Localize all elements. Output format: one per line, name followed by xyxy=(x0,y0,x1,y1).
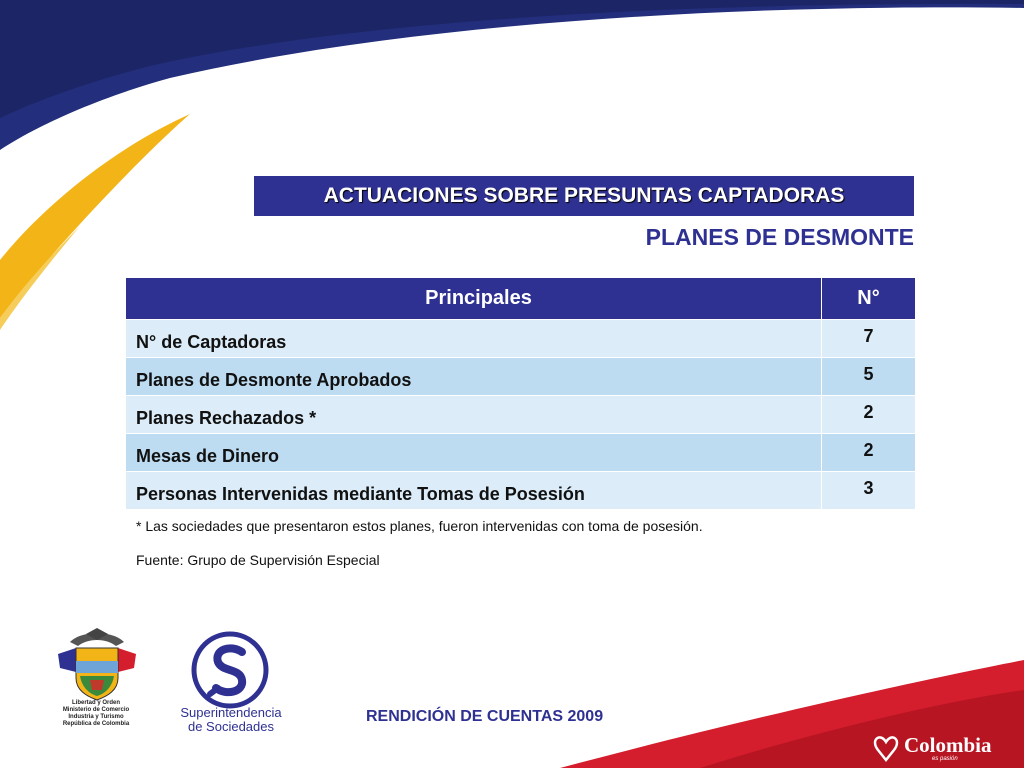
row-value: 2 xyxy=(821,396,915,433)
row-label: N° de Captadoras xyxy=(136,332,287,352)
row-label: Planes Rechazados * xyxy=(136,408,317,428)
row-value: 2 xyxy=(821,434,915,471)
row-label: Mesas de Dinero xyxy=(136,446,280,466)
ministry-line: Industria y Turismo xyxy=(68,714,124,720)
superintendencia-logo-icon xyxy=(190,630,270,710)
header-principales: Principales xyxy=(425,287,532,309)
colombia-brand: Colombia xyxy=(904,733,992,757)
slide-title: ACTUACIONES SOBRE PRESUNTAS CAPTADORAS xyxy=(254,176,914,216)
ministry-caption xyxy=(46,700,146,728)
ministry-line: Ministerio de Comercio xyxy=(62,707,130,713)
table-row xyxy=(126,319,915,357)
ss-line: de Sociedades xyxy=(187,719,274,734)
row-value: 5 xyxy=(821,358,915,395)
slide-subtitle: PLANES DE DESMONTE xyxy=(645,224,914,250)
footnote: * Las sociedades que presentaron estos planes, fueron intervenidas con toma de posesión. xyxy=(136,518,703,534)
row-label: Personas Intervenidas mediante Tomas de Posesión xyxy=(136,484,585,504)
row-value: 3 xyxy=(821,472,915,509)
header-numero: N° xyxy=(821,278,915,319)
ss-line: Superintendencia xyxy=(180,705,282,720)
table-row xyxy=(126,471,915,509)
table-row xyxy=(126,433,915,471)
table-row xyxy=(126,395,915,433)
ministry-line: República de Colombia xyxy=(62,721,130,727)
blue-swoosh-dark xyxy=(0,0,1024,118)
superintendencia-caption xyxy=(165,706,297,734)
footer-title: RENDICIÓN DE CUENTAS 2009 xyxy=(366,708,604,725)
ministry-line: Libertad y Orden xyxy=(71,700,120,706)
table-row xyxy=(126,357,915,395)
row-label: Planes de Desmonte Aprobados xyxy=(136,370,412,390)
row-value: 7 xyxy=(821,320,915,357)
summary-table xyxy=(126,278,915,509)
colombia-tagline: es pasión xyxy=(932,756,958,762)
source-note: Fuente: Grupo de Supervisión Especial xyxy=(136,552,380,568)
table-header-row xyxy=(126,278,915,319)
